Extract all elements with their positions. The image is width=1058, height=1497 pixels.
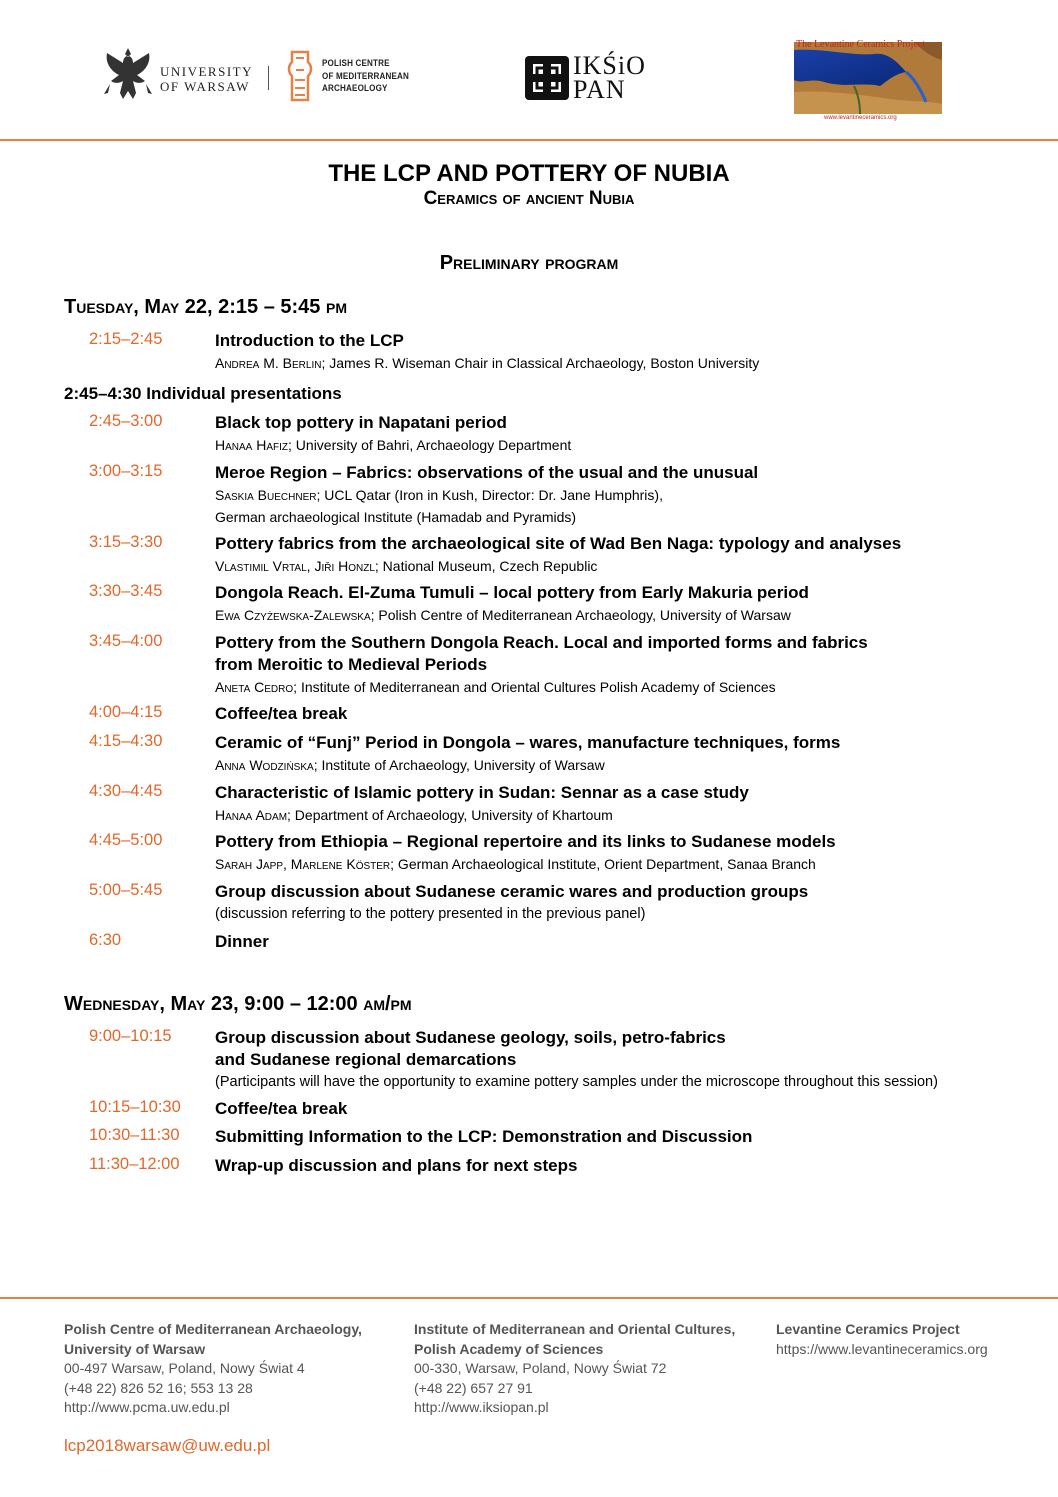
footer-org-name: Levantine Ceramics Project	[776, 1321, 960, 1337]
session-title: Group discussion about Sudanese ceramic wares and production groups	[215, 882, 809, 901]
footer-org-name: Institute of Mediterranean and Oriental Cultures,	[414, 1321, 736, 1337]
uw-logo-line1: UNIVERSITY	[160, 64, 253, 79]
session-time: 5:00–5:45	[89, 881, 163, 899]
session-note: (discussion referring to the pottery presented in the previous panel)	[215, 906, 646, 922]
session-title-line2: from Meroitic to Medieval Periods	[215, 655, 488, 674]
footer-org-name-line2: Polish Academy of Sciences	[414, 1340, 604, 1357]
session-title: Characteristic of Islamic pottery in Sudan: Sennar as a case study	[215, 783, 749, 802]
footer-pcma	[64, 1320, 362, 1418]
satellite-map-image	[794, 42, 942, 114]
session-title: Coffee/tea break	[215, 1099, 348, 1118]
session-time: 3:45–4:00	[89, 632, 163, 650]
session-affiliation-line2: German archaeological Institute (Hamadab and Pyramids)	[215, 509, 577, 525]
session-time: 4:15–4:30	[89, 732, 163, 750]
footer-address: 00-330, Warsaw, Poland, Nowy Świat 72	[414, 1360, 667, 1376]
pcma-logo	[286, 50, 436, 106]
document-subtitle: Ceramics of ancient Nubia	[423, 188, 635, 209]
session-title: Pottery from the Southern Dongola Reach. Local and imported forms and fabrics	[215, 633, 868, 652]
session-affiliation: ; Institute of Archaeology, University of Warsaw	[313, 757, 605, 773]
university-of-warsaw-logo	[100, 44, 260, 106]
session-author: Sarah Japp, Marlene Köster	[215, 856, 391, 872]
session-time: 10:30–11:30	[89, 1126, 180, 1144]
session-affiliation: ; Polish Centre of Mediterranean Archaeology, University of Warsaw	[370, 607, 791, 623]
eagle-icon	[100, 44, 156, 106]
session-author: Saskia Buechner	[215, 487, 317, 503]
footer-org-name: Polish Centre of Mediterranean Archaeology,	[64, 1321, 362, 1337]
footer-phone: (+48 22) 826 52 16; 553 13 28	[64, 1379, 253, 1396]
footer-url-link[interactable]: http://www.iksiopan.pl	[414, 1399, 549, 1415]
session-time: 10:15–10:30	[89, 1098, 181, 1116]
footer-url-link[interactable]: https://www.levantineceramics.org	[776, 1340, 988, 1357]
session-affiliation: ; German Archaeological Institute, Orient Department, Sanaa Branch	[390, 856, 816, 872]
lcp-logo-url: www.levantineceramics.org	[824, 115, 897, 121]
logo-separator	[268, 66, 269, 90]
session-author: Hanaa Hafiz	[215, 437, 289, 453]
contact-email-link[interactable]: lcp2018warsaw@uw.edu.pl	[64, 1436, 271, 1455]
footer-rule	[0, 1297, 1058, 1299]
session-time: 11:30–12:00	[89, 1155, 180, 1173]
session-title-line2: and Sudanese regional demarcations	[215, 1050, 517, 1069]
levantine-ceramics-logo	[794, 39, 942, 121]
session-affiliation: ; UCL Qatar (Iron in Kush, Director: Dr. Jane Humphris),	[316, 487, 663, 503]
session-affiliation: ; James R. Wiseman Chair in Classical Archaeology, Boston University	[321, 355, 760, 371]
footer-url-link[interactable]: http://www.pcma.uw.edu.pl	[64, 1399, 230, 1415]
session-title: Submitting Information to the LCP: Demonstration and Discussion	[215, 1127, 753, 1146]
block-heading: 2:45–4:30 Individual presentations	[64, 384, 342, 403]
session-time: 9:00–10:15	[89, 1027, 172, 1045]
session-note: (Participants will have the opportunity to examine pottery samples under the microscope throughout this session)	[215, 1074, 938, 1090]
session-title: Dinner	[215, 932, 269, 951]
pcma-figure-icon	[286, 50, 314, 104]
session-author: Ewa Czyżewska-Zalewska	[215, 607, 371, 623]
session-affiliation: ; Institute of Mediterranean and Oriental Cultures Polish Academy of Sciences	[293, 679, 776, 695]
session-time: 4:00–4:15	[89, 703, 163, 721]
session-author: Hanaa Adam	[215, 807, 288, 823]
session-title: Pottery from Ethiopia – Regional repertoire and its links to Sudanese models	[215, 832, 836, 851]
session-time: 4:45–5:00	[89, 831, 163, 849]
session-title: Ceramic of “Funj” Period in Dongola – wares, manufacture techniques, forms	[215, 733, 841, 752]
session-title: Coffee/tea break	[215, 704, 348, 723]
lcp-logo-title: The Levantine Ceramics Project	[796, 39, 926, 50]
header-rule	[0, 139, 1058, 141]
header	[0, 0, 1058, 140]
session-author: Vlastimil Vrtal, Jiři Honzl	[215, 558, 375, 574]
session-title: Dongola Reach. El-Zuma Tumuli – local pottery from Early Makuria period	[215, 583, 809, 602]
iksio-logo-line1: IKŚiO	[573, 51, 646, 80]
document-title: THE LCP AND POTTERY OF NUBIA	[328, 160, 730, 187]
session-title: Group discussion about Sudanese geology, soils, petro-fabrics	[215, 1028, 726, 1047]
session-title: Pottery fabrics from the archaeological site of Wad Ben Naga: typology and analyses	[215, 534, 902, 553]
session-time: 6:30	[89, 931, 122, 949]
session-affiliation: ; Department of Archaeology, University of Khartoum	[287, 807, 613, 823]
program-heading: Preliminary program	[439, 252, 619, 274]
footer-phone: (+48 22) 657 27 91	[414, 1379, 533, 1396]
session-title: Meroe Region – Fabrics: observations of the usual and the unusual	[215, 463, 759, 482]
session-time: 4:30–4:45	[89, 782, 163, 800]
footer-iksio	[414, 1320, 735, 1418]
session-affiliation: ; National Museum, Czech Republic	[374, 558, 598, 574]
session-title: Black top pottery in Napatani period	[215, 413, 507, 432]
footer-org-name-line2: University of Warsaw	[64, 1340, 206, 1357]
session-time: 2:15–2:45	[89, 330, 163, 348]
day1-heading: Tuesday, May 22, 2:15 – 5:45 pm	[64, 296, 347, 318]
pcma-logo-line3: ARCHAEOLOGY	[322, 83, 388, 94]
session-time: 2:45–3:00	[89, 412, 163, 430]
session-author: Andrea M. Berlin	[215, 355, 322, 371]
session-title: Wrap-up discussion and plans for next steps	[215, 1156, 578, 1175]
session-author: Anna Wodzińska	[215, 757, 314, 773]
session-title: Introduction to the LCP	[215, 331, 404, 350]
day2-heading: Wednesday, May 23, 9:00 – 12:00 am/pm	[64, 993, 412, 1015]
session-author: Aneta Cedro	[215, 679, 294, 695]
footer-lcp	[776, 1320, 988, 1359]
pcma-logo-line1: POLISH CENTRE	[322, 58, 390, 69]
session-time: 3:15–3:30	[89, 533, 163, 551]
footer-address: 00-497 Warsaw, Poland, Nowy Świat 4	[64, 1360, 305, 1376]
session-affiliation: ; University of Bahri, Archaeology Department	[288, 437, 572, 453]
iksio-logo-line2: PAN	[573, 75, 626, 104]
uw-logo-line2: OF WARSAW	[160, 79, 250, 94]
pcma-logo-line2: OF MEDITERRANEAN	[322, 70, 410, 82]
session-time: 3:00–3:15	[89, 462, 163, 480]
knot-icon	[523, 54, 571, 102]
session-time: 3:30–3:45	[89, 582, 163, 600]
iksio-pan-logo	[523, 51, 653, 106]
